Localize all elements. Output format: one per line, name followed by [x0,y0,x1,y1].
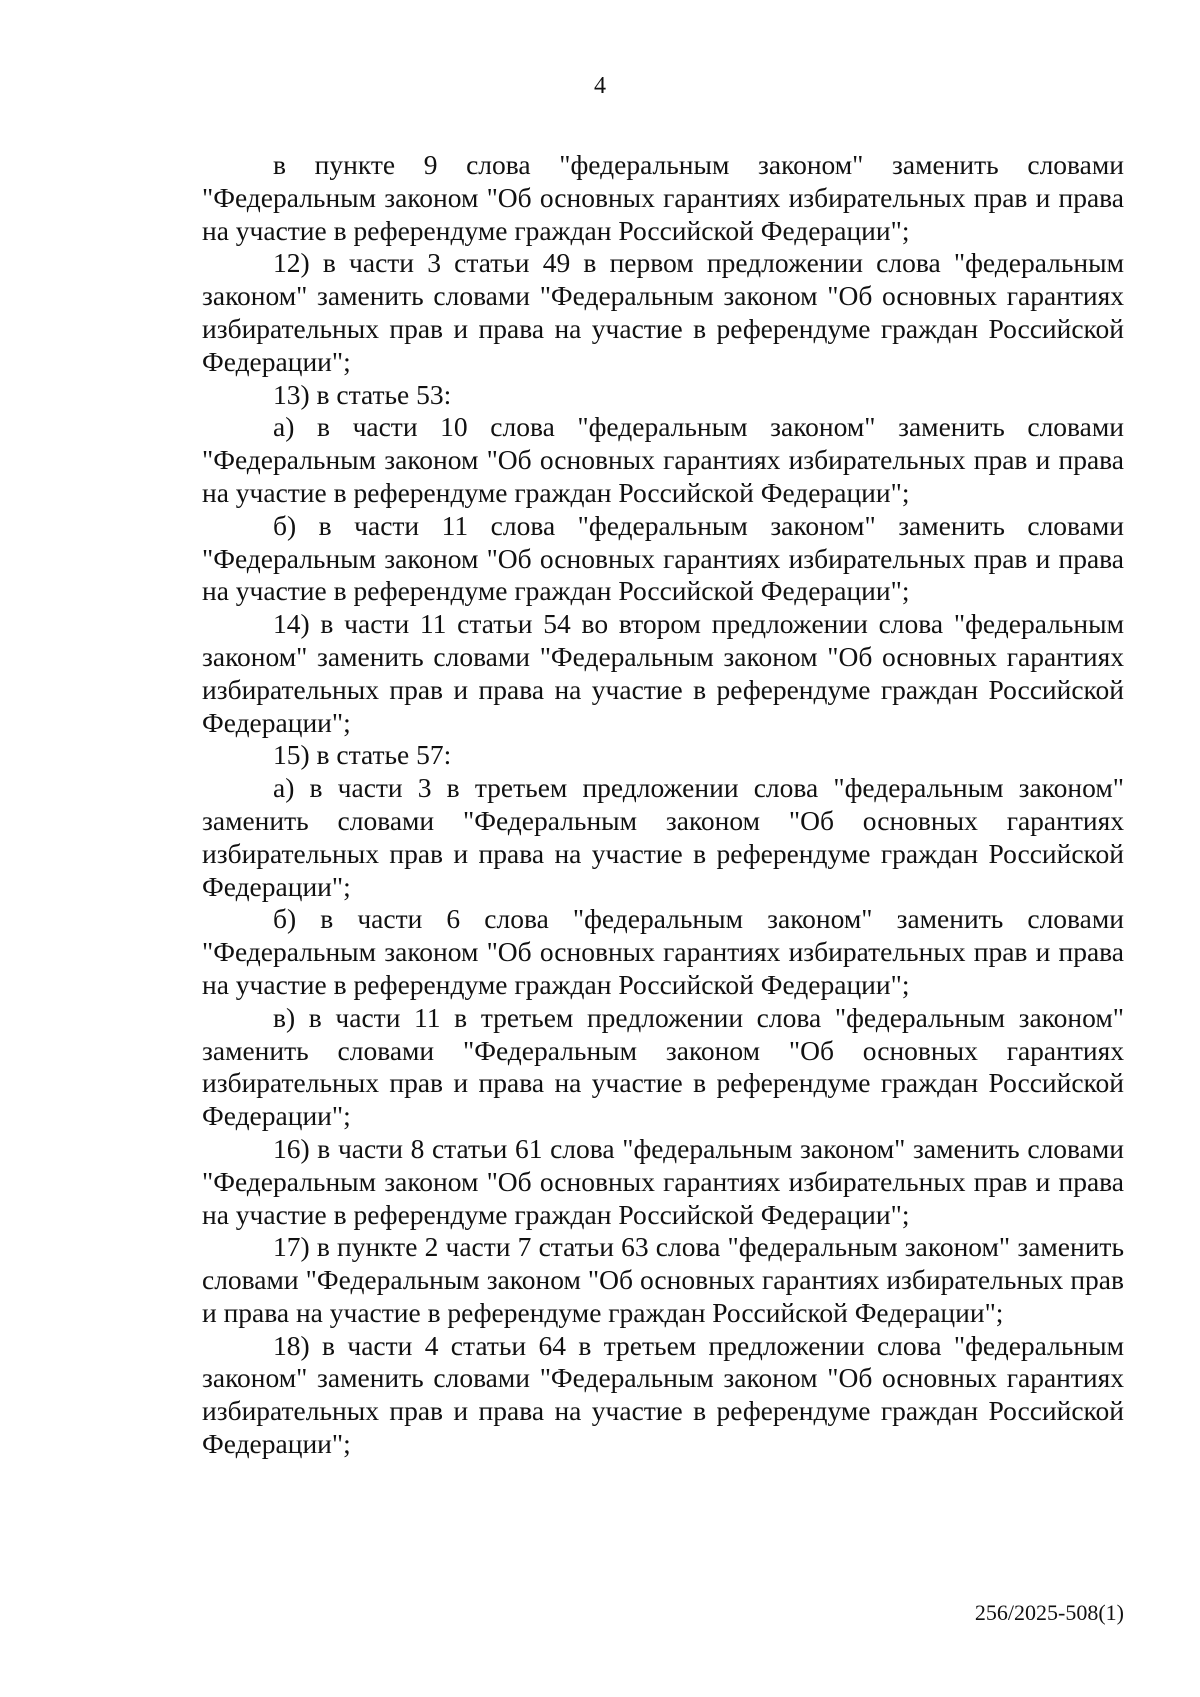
paragraph-item-15: 15) в статье 57: [273,739,452,771]
paragraph-item-14: 14) в части 11 статьи 54 во втором предложении слова "федеральным законом" заменить словами "Федеральным законом "Об основных гарантиях избирательных прав и права на участие в референдуме граждан Российской Федерации"; [202,608,1124,738]
paragraph-item-13b: б) в части 11 слова "федеральным законом" заменить словами "Федеральным законом "Об основных гарантиях избирательных прав и права на участие в референдуме граждан Российской Федерации"; [202,509,1124,607]
paragraph-item-13a: а) в части 10 слова "федеральным законом" заменить словами "Федеральным законом "Об основных гарантиях избирательных прав и права на участие в референдуме граждан Российской Федерации"; [202,411,1124,508]
document-body [202,149,1124,1461]
paragraph-item-13: 13) в статье 53: [273,378,452,410]
paragraph-item-15v: в) в части 11 в третьем предложении слова "федеральным законом" заменить словами "Федеральным законом "Об основных гарантиях избирательных прав и права на участие в референдуме граждан Российской Федерации"; [202,1001,1124,1132]
paragraph-item-16: 16) в части 8 статьи 61 слова "федеральным законом" заменить словами "Федеральным законом "Об основных гарантиях избирательных прав и права на участие в референдуме граждан Российской Федерации"; [202,1132,1124,1230]
paragraph-item-15b: б) в части 6 слова "федеральным законом" заменить словами "Федеральным законом "Об основных гарантиях избирательных прав и права на участие в референдуме граждан Российской Федерации"; [202,903,1124,1000]
paragraph-item-18: 18) в части 4 статьи 64 в третьем предложении слова "федеральным законом" заменить словами "Федеральным законом "Об основных гарантиях избирательных прав и права на участие в референдуме граждан Российской Федерации"; [202,1329,1124,1460]
paragraph-item-17: 17) в пункте 2 части 7 статьи 63 слова "федеральным законом" заменить словами "Федеральным законом "Об основных гарантиях избирательных прав и права на участие в референдуме граждан Российской Федерации"; [202,1231,1124,1328]
page-number: 4 [594,73,606,99]
paragraph-item-9: в пункте 9 слова "федеральным законом" заменить словами "Федеральным законом "Об основных гарантиях избирательных прав и права на участие в референдуме граждан Российской Федерации"; [202,149,1124,246]
paragraph-item-12: 12) в части 3 статьи 49 в первом предложении слова "федеральным законом" заменить словами "Федеральным законом "Об основных гарантиях избирательных прав и права на участие в референдуме граждан Российской Федерации"; [202,247,1124,377]
document-code: 256/2025-508(1) [974,1600,1124,1625]
paragraph-item-15a: а) в части 3 в третьем предложении слова "федеральным законом" заменить словами "Федеральным законом "Об основных гарантиях избирательных прав и права на участие в референдуме граждан Российской Федерации"; [202,772,1124,902]
